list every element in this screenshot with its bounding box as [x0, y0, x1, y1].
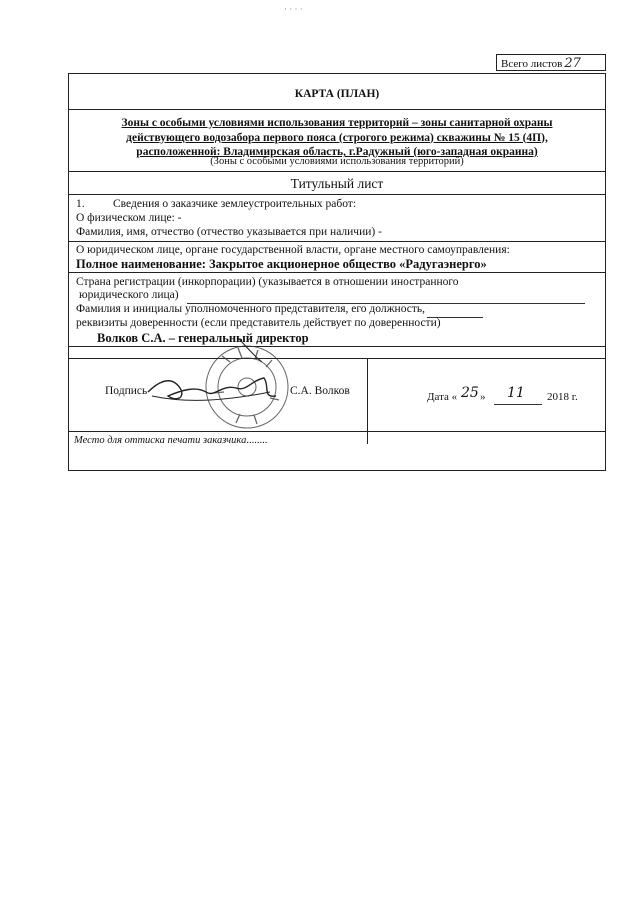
date-month: 11 [507, 385, 525, 401]
zone-line-2: действующего водозабора первого пояса (строгого режима) скважины № 15 (4П), [126, 131, 548, 144]
representative-line-1: Фамилия и инициалы уполномоченного представителя, его должность, [76, 303, 425, 315]
country-line-1: Страна регистрации (инкорпорации) (указывается в отношении иностранного [76, 276, 459, 288]
physical-person: О физическом лице: - [76, 212, 182, 224]
representative-line-2: реквизиты доверенности (если представитель действует по доверенности) [76, 317, 441, 329]
date-year: 2018 г. [547, 391, 578, 403]
zone-line-1: Зоны с особыми условиями использования территорий – зоны санитарной охраны [121, 117, 553, 129]
month-underline [494, 404, 542, 405]
legal-entity-heading: О юридическом лице, органе государственной власти, органе местного самоуправления: [76, 244, 510, 256]
signatory-name: С.А. Волков [290, 385, 350, 397]
divider [69, 171, 605, 172]
date-quote: » [480, 391, 486, 403]
divider [69, 241, 605, 242]
date-prefix: Дата « [427, 391, 458, 403]
seal-placeholder-note: Место для оттиска печати заказчика........ [74, 435, 268, 446]
signature-label: Подпись [105, 385, 148, 397]
sheets-label: Всего листов [501, 58, 563, 70]
form-title: КАРТА (ПЛАН) [294, 88, 380, 100]
divider [69, 272, 605, 273]
sheets-count-box [496, 54, 606, 71]
sheets-value: 27 [564, 56, 581, 71]
zone-description [69, 116, 605, 160]
divider [69, 346, 605, 347]
zone-line-3: расположенной: Владимирская область, г.Радужный (юго-западная окраина) [136, 146, 538, 158]
divider [69, 358, 605, 359]
divider [69, 194, 605, 195]
title-form [68, 73, 606, 471]
fio-field: Фамилия, имя, отчество (отчество указывается при наличии) - [76, 226, 382, 238]
title-sheet-heading: Титульный лист [290, 176, 384, 191]
date-day: 25 [461, 385, 479, 401]
seal-note-text: Место для оттиска печати заказчика [74, 435, 247, 446]
representative-name: Волков С.А. – генеральный директор [97, 331, 309, 345]
customer-heading: Сведения о заказчике землеустроительных работ: [113, 198, 357, 210]
scan-artifact: · · · · [284, 4, 303, 14]
zone-note: (Зоны с особыми условиями использования территорий) [210, 156, 464, 167]
divider [69, 431, 605, 432]
full-name-field: Полное наименование: Закрытое акционерное общество «Радугаэнерго» [76, 257, 487, 271]
section-number: 1. [76, 198, 85, 210]
country-line-2: юридического лица) [79, 289, 179, 301]
date-label [427, 391, 457, 403]
divider [69, 109, 605, 110]
